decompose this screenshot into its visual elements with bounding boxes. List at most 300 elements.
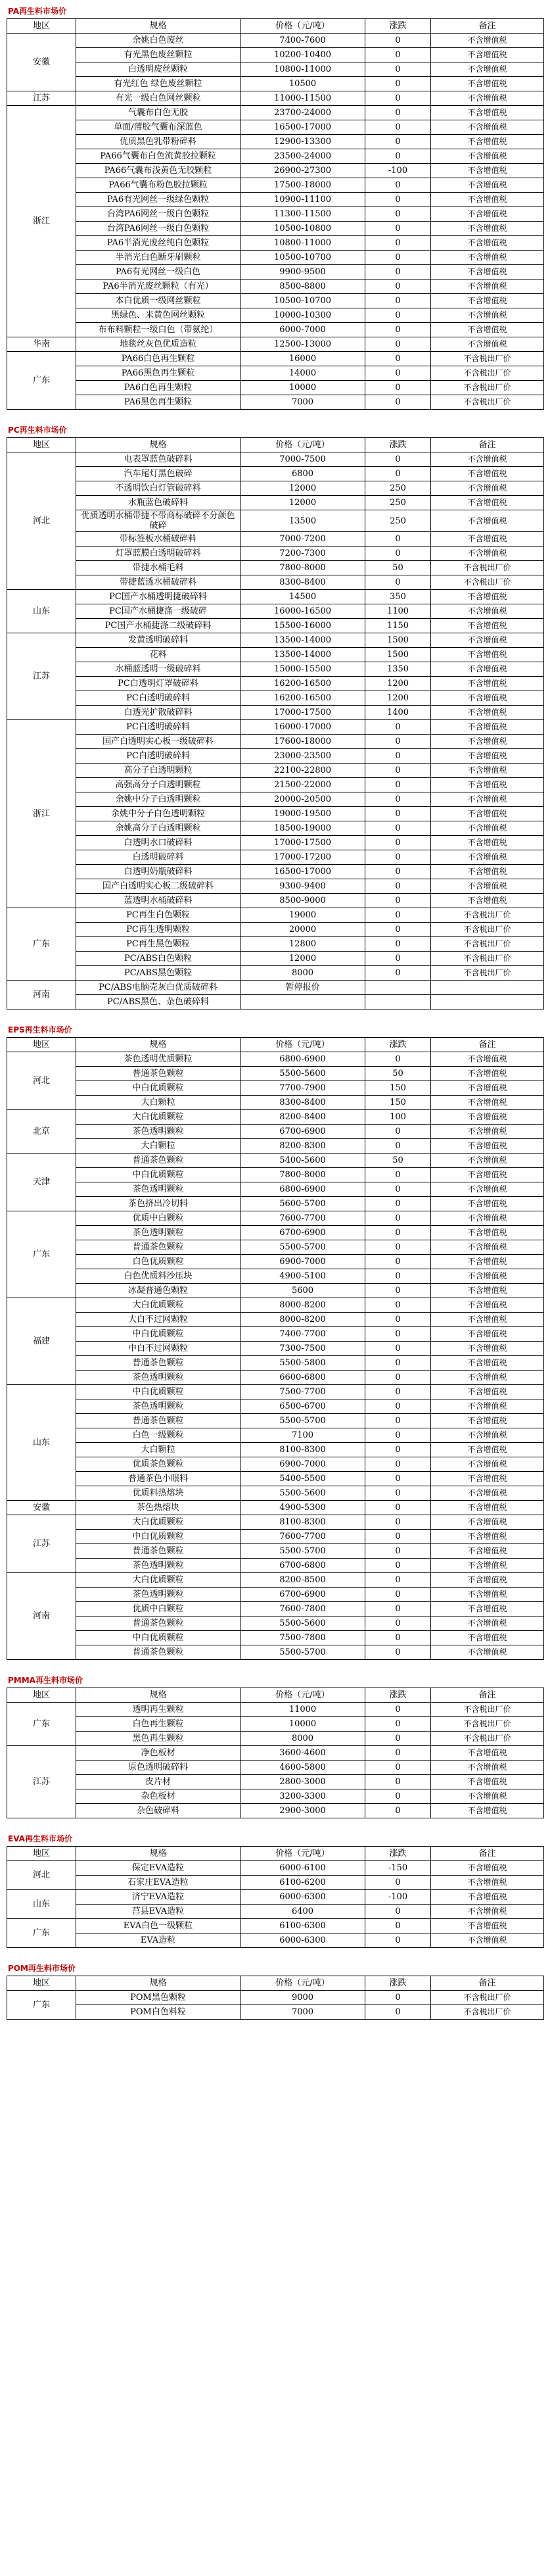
price-cell: 10000	[241, 381, 365, 395]
note-cell: 不含增值税	[431, 1226, 544, 1240]
price-cell: 9000	[241, 1991, 365, 2005]
spec-cell: 白透明破碎料	[76, 850, 241, 865]
change-cell: 0	[365, 1226, 431, 1240]
note-cell: 不含增值税	[431, 807, 544, 821]
spec-cell: 黑色再生颗粒	[76, 1732, 241, 1746]
price-cell: 5500-5700	[241, 1544, 365, 1559]
note-cell: 不含增值税	[431, 1313, 544, 1327]
spec-cell: PA66气囊布白色流黄胶拉颗粒	[76, 149, 241, 164]
table-row	[7, 764, 544, 778]
spec-cell: 国产白透明实心板二级破碎料	[76, 879, 241, 894]
region-cell: 江苏	[7, 91, 76, 106]
spec-cell: 保定EVA造粒	[76, 1861, 241, 1876]
price-cell: 22100-22800	[241, 764, 365, 778]
spec-cell: PA66气囊布浅黄色无胶颗粒	[76, 164, 241, 178]
table-row	[7, 749, 544, 764]
price-cell: 17600-18000	[241, 735, 365, 749]
note-cell: 不含增值税	[431, 1342, 544, 1356]
spec-cell: 白色再生颗粒	[76, 1717, 241, 1732]
change-cell: 0	[365, 1775, 431, 1789]
table-row	[7, 995, 544, 1009]
region-cell: 山东	[7, 1890, 76, 1919]
price-cell: 17000-17200	[241, 850, 365, 865]
spec-cell: PC国产水桶透明捷破碎料	[76, 590, 241, 604]
change-cell: 0	[365, 547, 431, 561]
price-cell: 6700-6900	[241, 1125, 365, 1139]
spec-cell: 茶色透明颗粒	[76, 1371, 241, 1385]
table-row	[7, 1804, 544, 1818]
price-cell: 5400-5600	[241, 1154, 365, 1168]
spec-cell: 白色一级颗粒	[76, 1428, 241, 1443]
spec-cell: 有光黑色废丝颗粒	[76, 48, 241, 62]
region-cell: 浙江	[7, 106, 76, 337]
change-cell: 0	[365, 279, 431, 294]
note-cell: 不含增值税	[431, 720, 544, 735]
change-cell: 50	[365, 561, 431, 575]
note-cell: 不含增值税	[431, 1573, 544, 1588]
price-table	[7, 1037, 544, 1660]
note-cell: 不含增值税	[431, 1211, 544, 1226]
note-cell: 不含增值税	[431, 222, 544, 236]
spec-cell: 茶色透明颗粒	[76, 1559, 241, 1573]
table-row	[7, 662, 544, 677]
price-cell: 8200-8500	[241, 1573, 365, 1588]
table-header-row	[7, 1847, 544, 1861]
note-cell: 不含增值税	[431, 1645, 544, 1660]
change-cell: 0	[365, 1919, 431, 1933]
spec-cell: 优质料热熔块	[76, 1486, 241, 1501]
table-row	[7, 1067, 544, 1081]
note-cell: 不含增值税	[431, 1197, 544, 1211]
change-cell: 0	[365, 1486, 431, 1501]
table-row	[7, 807, 544, 821]
note-cell: 不含增值税	[431, 1139, 544, 1154]
table-row	[7, 452, 544, 467]
price-cell: 8300-8400	[241, 1096, 365, 1110]
price-cell: 13500-14000	[241, 648, 365, 662]
change-cell: 0	[365, 1168, 431, 1182]
price-header: 价格（元/吨）	[241, 1847, 365, 1861]
price-cell: 5400-5500	[241, 1472, 365, 1486]
change-cell: 0	[365, 308, 431, 323]
change-cell: 0	[365, 1298, 431, 1313]
price-cell: 6900-7000	[241, 1457, 365, 1472]
table-row	[7, 1789, 544, 1804]
table-row	[7, 1530, 544, 1544]
price-cell: 8000	[241, 1732, 365, 1746]
table-row	[7, 1486, 544, 1501]
table-header-row	[7, 438, 544, 452]
price-cell: 14000	[241, 366, 365, 381]
table-header-row	[7, 1688, 544, 1703]
spec-cell: 带标签板水桶破碎料	[76, 532, 241, 547]
spec-cell: 电表罩蓝色破碎料	[76, 452, 241, 467]
price-cell: 20000-20500	[241, 792, 365, 807]
change-header: 涨跌	[365, 438, 431, 452]
spec-header: 规格	[76, 438, 241, 452]
change-cell: 0	[365, 1457, 431, 1472]
table-row	[7, 1298, 544, 1313]
region-cell: 广东	[7, 1919, 76, 1948]
price-cell: 2900-3000	[241, 1804, 365, 1818]
price-cell: 6800-6900	[241, 1182, 365, 1197]
region-cell: 河北	[7, 1861, 76, 1890]
section-title: EPS再生料市场价	[8, 1025, 72, 1034]
note-cell: 不含增值税	[431, 735, 544, 749]
price-cell: 12900-13300	[241, 135, 365, 149]
note-cell	[431, 981, 544, 995]
region-cell: 广东	[7, 352, 76, 410]
table-row	[7, 164, 544, 178]
note-cell: 不含增值税	[431, 604, 544, 619]
price-cell: 10500-10800	[241, 222, 365, 236]
table-row	[7, 1890, 544, 1905]
price-cell: 23500-24000	[241, 149, 365, 164]
price-cell: 13500-14000	[241, 633, 365, 648]
price-cell: 10000-10300	[241, 308, 365, 323]
region-cell: 河北	[7, 1052, 76, 1110]
table-row	[7, 178, 544, 193]
note-cell: 不含增值税	[431, 1154, 544, 1168]
note-header: 备注	[431, 19, 544, 34]
region-header: 地区	[7, 1847, 76, 1861]
spec-cell: 大白优质颗粒	[76, 1298, 241, 1313]
price-cell: 6800	[241, 467, 365, 481]
note-cell: 不含增值税	[431, 619, 544, 633]
change-cell: 0	[365, 120, 431, 135]
price-cell: 8500-9000	[241, 894, 365, 908]
note-cell: 不含增值税	[431, 1631, 544, 1645]
table-row	[7, 1616, 544, 1631]
table-row	[7, 62, 544, 77]
spec-header: 规格	[76, 1038, 241, 1052]
table-row	[7, 106, 544, 120]
table-row	[7, 894, 544, 908]
change-cell: -150	[365, 1861, 431, 1876]
change-cell: 0	[365, 251, 431, 265]
table-row	[7, 1240, 544, 1255]
note-cell: 不含增值税	[431, 879, 544, 894]
spec-cell: 杂色板材	[76, 1789, 241, 1804]
change-cell: 250	[365, 481, 431, 496]
change-cell: 0	[365, 1746, 431, 1761]
region-cell: 山东	[7, 590, 76, 633]
spec-cell: 黑绿色、米黄色网丝颗粒	[76, 308, 241, 323]
note-cell: 不含增值税	[431, 207, 544, 222]
note-cell: 不含增值税	[431, 1544, 544, 1559]
change-cell: 150	[365, 1081, 431, 1096]
spec-cell: 台湾PA6网丝一级白色颗粒	[76, 207, 241, 222]
table-row	[7, 193, 544, 207]
table-row	[7, 1356, 544, 1371]
table-row	[7, 496, 544, 510]
note-cell: 不含增值税	[431, 251, 544, 265]
region-cell: 北京	[7, 1110, 76, 1154]
price-cell: 21500-22000	[241, 778, 365, 792]
note-cell: 不含增值税	[431, 662, 544, 677]
note-cell: 不含增值税	[431, 1125, 544, 1139]
change-cell: 0	[365, 352, 431, 366]
note-cell: 不含税出厂价	[431, 1717, 544, 1732]
spec-cell: 大白颗粒	[76, 1096, 241, 1110]
table-row	[7, 1168, 544, 1182]
table-row	[7, 792, 544, 807]
table-row	[7, 1457, 544, 1472]
price-cell: 7500-7700	[241, 1385, 365, 1399]
price-cell: 6900-7000	[241, 1255, 365, 1269]
table-row	[7, 1197, 544, 1211]
price-cell: 7600-7700	[241, 1530, 365, 1544]
table-row	[7, 937, 544, 952]
price-cell: 7000	[241, 395, 365, 410]
table-row	[7, 1255, 544, 1269]
spec-cell: 净色板材	[76, 1746, 241, 1761]
table-row	[7, 381, 544, 395]
region-cell: 广东	[7, 1211, 76, 1298]
table-row	[7, 120, 544, 135]
table-row	[7, 135, 544, 149]
change-cell: 0	[365, 34, 431, 48]
table-row	[7, 735, 544, 749]
table-row	[7, 366, 544, 381]
note-cell: 不含增值税	[431, 1746, 544, 1761]
change-cell: 0	[365, 1616, 431, 1631]
note-cell: 不含增值税	[431, 1110, 544, 1125]
spec-cell: 茶色热熔块	[76, 1501, 241, 1515]
spec-cell: PA66黑色再生颗粒	[76, 366, 241, 381]
table-row	[7, 481, 544, 496]
change-cell: 0	[365, 937, 431, 952]
price-cell: 8200-8300	[241, 1139, 365, 1154]
change-cell: 0	[365, 1356, 431, 1371]
note-cell: 不含增值税	[431, 323, 544, 337]
table-row	[7, 352, 544, 366]
spec-cell: 中白优质颗粒	[76, 1385, 241, 1399]
note-cell: 不含增值税	[431, 149, 544, 164]
spec-cell: 白透明废丝颗粒	[76, 62, 241, 77]
note-cell: 不含增值税	[431, 1472, 544, 1486]
change-cell: 0	[365, 923, 431, 937]
note-cell: 不含增值税	[431, 1588, 544, 1602]
table-row	[7, 547, 544, 561]
change-cell: 0	[365, 135, 431, 149]
table-row	[7, 952, 544, 966]
spec-cell: 白透明水口破碎料	[76, 836, 241, 850]
spec-cell: 大白优质颗粒	[76, 1515, 241, 1530]
note-cell: 不含增值税	[431, 1414, 544, 1428]
spec-cell: PC再生白色颗粒	[76, 908, 241, 923]
price-cell: 8100-8300	[241, 1443, 365, 1457]
price-cell: 10800-11000	[241, 62, 365, 77]
region-cell: 福建	[7, 1298, 76, 1385]
price-cell	[241, 995, 365, 1009]
price-cell: 12000	[241, 481, 365, 496]
change-cell: 0	[365, 908, 431, 923]
change-cell: 1100	[365, 604, 431, 619]
table-row	[7, 1139, 544, 1154]
price-cell: 6000-7000	[241, 323, 365, 337]
change-cell: 0	[365, 1472, 431, 1486]
change-cell: 0	[365, 850, 431, 865]
change-cell: 0	[365, 1573, 431, 1588]
change-cell: 250	[365, 510, 431, 532]
note-cell: 不含增值税	[431, 1182, 544, 1197]
price-table	[7, 437, 544, 1009]
table-row	[7, 222, 544, 236]
note-cell: 不含增值税	[431, 1616, 544, 1631]
section-title: PMMA再生料市场价	[8, 1676, 83, 1685]
price-cell: 7300-7500	[241, 1342, 365, 1356]
change-cell: 0	[365, 1789, 431, 1804]
note-cell: 不含增值税	[431, 1486, 544, 1501]
price-cell: 6600-6800	[241, 1371, 365, 1385]
spec-cell: 中白不过网颗粒	[76, 1342, 241, 1356]
note-cell: 不含增值税	[431, 1761, 544, 1775]
spec-cell: 茶色透明优质颗粒	[76, 1052, 241, 1067]
change-cell: 0	[365, 1269, 431, 1284]
note-cell: 不含增值税	[431, 1428, 544, 1443]
note-cell: 不含增值税	[431, 236, 544, 251]
spec-cell: 茶色透明颗粒	[76, 1588, 241, 1602]
note-cell: 不含税出厂价	[431, 395, 544, 410]
change-cell: 0	[365, 1703, 431, 1717]
change-cell: 0	[365, 1052, 431, 1067]
note-cell: 不含增值税	[431, 1255, 544, 1269]
change-cell: 50	[365, 1067, 431, 1081]
change-cell: -100	[365, 164, 431, 178]
note-cell: 不含增值税	[431, 1298, 544, 1313]
spec-cell: 茶色透明颗粒	[76, 1125, 241, 1139]
region-cell: 广东	[7, 1991, 76, 2020]
table-row	[7, 1631, 544, 1645]
change-cell: 0	[365, 1240, 431, 1255]
price-cell: 暂停报价	[241, 981, 365, 995]
change-cell: 50	[365, 1154, 431, 1168]
change-cell: 0	[365, 1125, 431, 1139]
price-cell: 10500-10700	[241, 294, 365, 308]
note-cell: 不含增值税	[431, 691, 544, 706]
spec-cell: 花料	[76, 648, 241, 662]
spec-cell: 不透明饮白灯管破碎料	[76, 481, 241, 496]
table-row	[7, 1573, 544, 1588]
table-row	[7, 850, 544, 865]
spec-cell: 优质黑色乳带粉碎料	[76, 135, 241, 149]
note-cell: 不含增值税	[431, 648, 544, 662]
price-cell: 3200-3300	[241, 1789, 365, 1804]
spec-cell: 茶色透明颗粒	[76, 1399, 241, 1414]
price-cell: 7600-7800	[241, 1602, 365, 1616]
change-cell: 0	[365, 193, 431, 207]
spec-cell: 皮片材	[76, 1775, 241, 1789]
change-cell: 0	[365, 1428, 431, 1443]
spec-cell: 水桶蓝透明一级破碎料	[76, 662, 241, 677]
table-header-row	[7, 1038, 544, 1052]
note-cell: 不含增值税	[431, 48, 544, 62]
change-cell: 0	[365, 1905, 431, 1919]
region-header: 地区	[7, 1976, 76, 1991]
note-cell: 不含增值税	[431, 865, 544, 879]
price-table	[7, 1846, 544, 1948]
change-cell: 0	[365, 894, 431, 908]
note-cell: 不含增值税	[431, 294, 544, 308]
price-cell: 11300-11500	[241, 207, 365, 222]
change-cell: 0	[365, 178, 431, 193]
change-cell: 0	[365, 337, 431, 352]
spec-cell: 普通茶色颗粒	[76, 1645, 241, 1660]
price-report	[0, 4, 550, 2029]
spec-cell: PC白透明灯罩破碎料	[76, 677, 241, 691]
spec-cell: 优质中白颗粒	[76, 1602, 241, 1616]
price-cell: 26900-27300	[241, 164, 365, 178]
table-row	[7, 1327, 544, 1342]
price-section	[7, 4, 543, 419]
spec-cell: PA66白色再生颗粒	[76, 352, 241, 366]
note-cell: 不含增值税	[431, 1284, 544, 1298]
change-cell: 0	[365, 1732, 431, 1746]
spec-cell: PC国产水桶捷涤二级破碎料	[76, 619, 241, 633]
price-cell: 6800-6900	[241, 1052, 365, 1067]
price-cell: 12800	[241, 937, 365, 952]
price-cell: 5500-5600	[241, 1067, 365, 1081]
table-row	[7, 1703, 544, 1717]
price-cell: 8200-8400	[241, 1110, 365, 1125]
price-cell: 15500-16000	[241, 619, 365, 633]
table-row	[7, 91, 544, 106]
change-cell: 0	[365, 1371, 431, 1385]
section-title: PC再生料市场价	[8, 425, 67, 435]
spec-cell: 普通茶色颗粒	[76, 1414, 241, 1428]
table-row	[7, 1645, 544, 1660]
spec-cell: POM白色料粒	[76, 2005, 241, 2020]
change-cell: 0	[365, 1385, 431, 1399]
price-cell: 16000	[241, 352, 365, 366]
change-cell: 0	[365, 1211, 431, 1226]
note-cell: 不含税出厂价	[431, 1991, 544, 2005]
note-cell	[431, 995, 544, 1009]
note-cell: 不含增值税	[431, 193, 544, 207]
region-cell: 浙江	[7, 720, 76, 908]
spec-header: 规格	[76, 1847, 241, 1861]
spec-cell: 优质中白颗粒	[76, 1211, 241, 1226]
price-cell: 3600-4600	[241, 1746, 365, 1761]
region-cell: 河北	[7, 452, 76, 590]
price-cell: 2800-3000	[241, 1775, 365, 1789]
note-cell: 不含增值税	[431, 1457, 544, 1472]
table-row	[7, 1933, 544, 1948]
price-cell: 7800-8000	[241, 561, 365, 575]
table-row	[7, 207, 544, 222]
table-row	[7, 1761, 544, 1775]
price-cell: 4600-5800	[241, 1761, 365, 1775]
note-cell: 不含增值税	[431, 590, 544, 604]
spec-cell: 气囊布白色无胶	[76, 106, 241, 120]
table-row	[7, 879, 544, 894]
change-cell: 0	[365, 1804, 431, 1818]
change-cell: 0	[365, 106, 431, 120]
table-row	[7, 1544, 544, 1559]
change-cell: 0	[365, 1588, 431, 1602]
spec-cell: 莒县EVA造粒	[76, 1905, 241, 1919]
note-cell: 不含增值税	[431, 1876, 544, 1890]
note-cell: 不含增值税	[431, 633, 544, 648]
spec-cell: PC白透明破碎料	[76, 691, 241, 706]
price-cell: 16000-16500	[241, 604, 365, 619]
spec-cell: PA6白色再生颗粒	[76, 381, 241, 395]
price-cell: 5500-5700	[241, 1414, 365, 1428]
change-cell: 0	[365, 764, 431, 778]
spec-cell: 余姚中分子白透明颗粒	[76, 792, 241, 807]
region-header: 地区	[7, 438, 76, 452]
